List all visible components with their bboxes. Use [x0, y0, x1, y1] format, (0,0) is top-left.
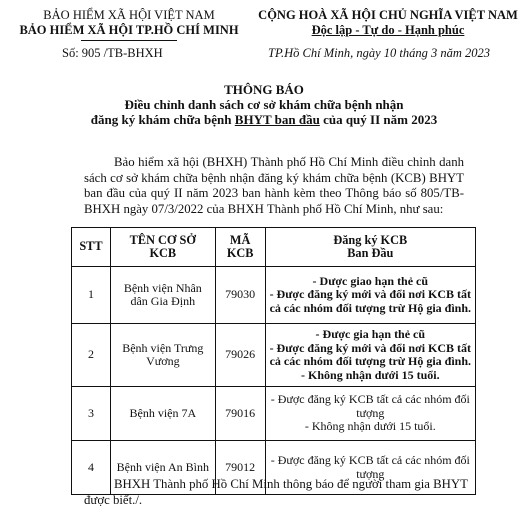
facility-table	[71, 227, 476, 495]
title-subline-2	[0, 112, 528, 127]
header-code-line1: MÃ	[229, 232, 251, 247]
reg-line: - Dược giao hạn thẻ cũ	[312, 273, 429, 288]
issue-date: TP.Hồ Chí Minh, ngày 10 tháng 3 năm 2023	[268, 46, 490, 60]
reg-line: - Được đăng ký KCB tất cả các nhóm đối tượng	[270, 453, 470, 481]
reg-line: - Được gia hạn thẻ cũ	[315, 327, 426, 341]
row-stt: 4	[72, 441, 111, 495]
row-facility-name: Bệnh viện Trưng Vương	[110, 324, 215, 387]
document-number: Số: 905 /TB-BHXH	[62, 46, 163, 60]
header-name-line2: KCB	[149, 246, 177, 260]
header-stt: STT	[72, 228, 111, 267]
intro-text: Bảo hiểm xã hội (BHXH) Thành phố Hồ Chí Minh điều chỉnh danh sách cơ sở khám chữa bệnh nhận đăng ký khám chữa bệnh (KCB) BHYT ban đầu của quý II năm 2023 ban hành kèm theo Thông báo số 805/TB-BHXH ngày 07/3/2022 của BHXH Thành phố Hồ Chí Minh, như sau:	[84, 155, 464, 216]
title-heading: THÔNG BÁO	[224, 82, 304, 97]
row-registration	[265, 387, 475, 441]
table-row	[72, 267, 476, 324]
closing-text: BHXH Thành phố Hồ Chí Minh thông báo để người tham gia BHYT được biết./.	[84, 477, 468, 507]
branch-name: BẢO HIỂM XÃ HỘI TP.HỒ CHÍ MINH	[19, 23, 239, 37]
row-facility-name: Bệnh viện 7A	[110, 387, 215, 441]
title-sub2-before: đăng ký khám chữa bệnh	[90, 112, 235, 127]
intro-paragraph	[84, 155, 464, 217]
reg-line: - Không nhận dưới 15 tuổi.	[301, 367, 440, 382]
agency-name: BẢO HIỂM XÃ HỘI VIỆT NAM	[43, 8, 215, 22]
row-stt: 2	[72, 324, 111, 387]
header-left-rule	[81, 40, 177, 41]
table-row	[72, 324, 476, 387]
national-motto: Độc lập - Tự do - Hạnh phúc	[311, 23, 465, 37]
issuer-header	[4, 8, 254, 41]
header-name-line1: TÊN CƠ SỞ	[129, 232, 196, 247]
row-stt: 3	[72, 387, 111, 441]
nation-name: CỘNG HOÀ XÃ HỘI CHỦ NGHĨA VIỆT NAM	[258, 8, 518, 22]
reg-line: - Được đăng ký KCB tất cả các nhóm đối tượng	[270, 392, 470, 420]
header-facility-code	[215, 228, 265, 267]
row-facility-name: Bệnh viện An Bình	[110, 441, 215, 495]
row-facility-code: 79026	[215, 324, 265, 387]
row-registration	[265, 324, 475, 387]
table-header-row	[72, 228, 476, 267]
header-reg-line2: Ban Đầu	[347, 246, 394, 260]
row-stt: 1	[72, 267, 111, 324]
document-title	[0, 82, 528, 127]
closing-paragraph	[84, 477, 474, 508]
header-registration	[265, 228, 475, 267]
row-registration	[265, 267, 475, 324]
header-facility-name	[110, 228, 215, 267]
header-reg-line1: Đăng ký KCB	[333, 232, 408, 247]
title-sub2-underlined: BHYT ban đầu	[234, 112, 320, 127]
title-subline-1: Điều chỉnh danh sách cơ sở khám chữa bệnh nhận	[124, 97, 404, 112]
national-header	[250, 8, 526, 38]
reg-line: - Không nhận dưới 15 tuổi.	[304, 419, 436, 434]
reg-line: - Được đăng ký mới và đổi nơi KCB tất cả các nhóm đối tượng trừ Hộ gia đình.	[269, 340, 472, 368]
reg-line: - Được đăng ký mới và đổi nơi KCB tất cả các nhóm đối tượng trừ Hộ gia đình.	[269, 287, 472, 315]
title-sub2-after: của quý II năm 2023	[319, 112, 438, 127]
row-facility-name: Bệnh viện Nhân dân Gia Định	[110, 267, 215, 324]
row-facility-code: 79030	[215, 267, 265, 324]
table-row	[72, 387, 476, 441]
row-facility-code: 79016	[215, 387, 265, 441]
header-code-line2: KCB	[226, 246, 254, 260]
row-facility-code: 79012	[215, 441, 265, 495]
